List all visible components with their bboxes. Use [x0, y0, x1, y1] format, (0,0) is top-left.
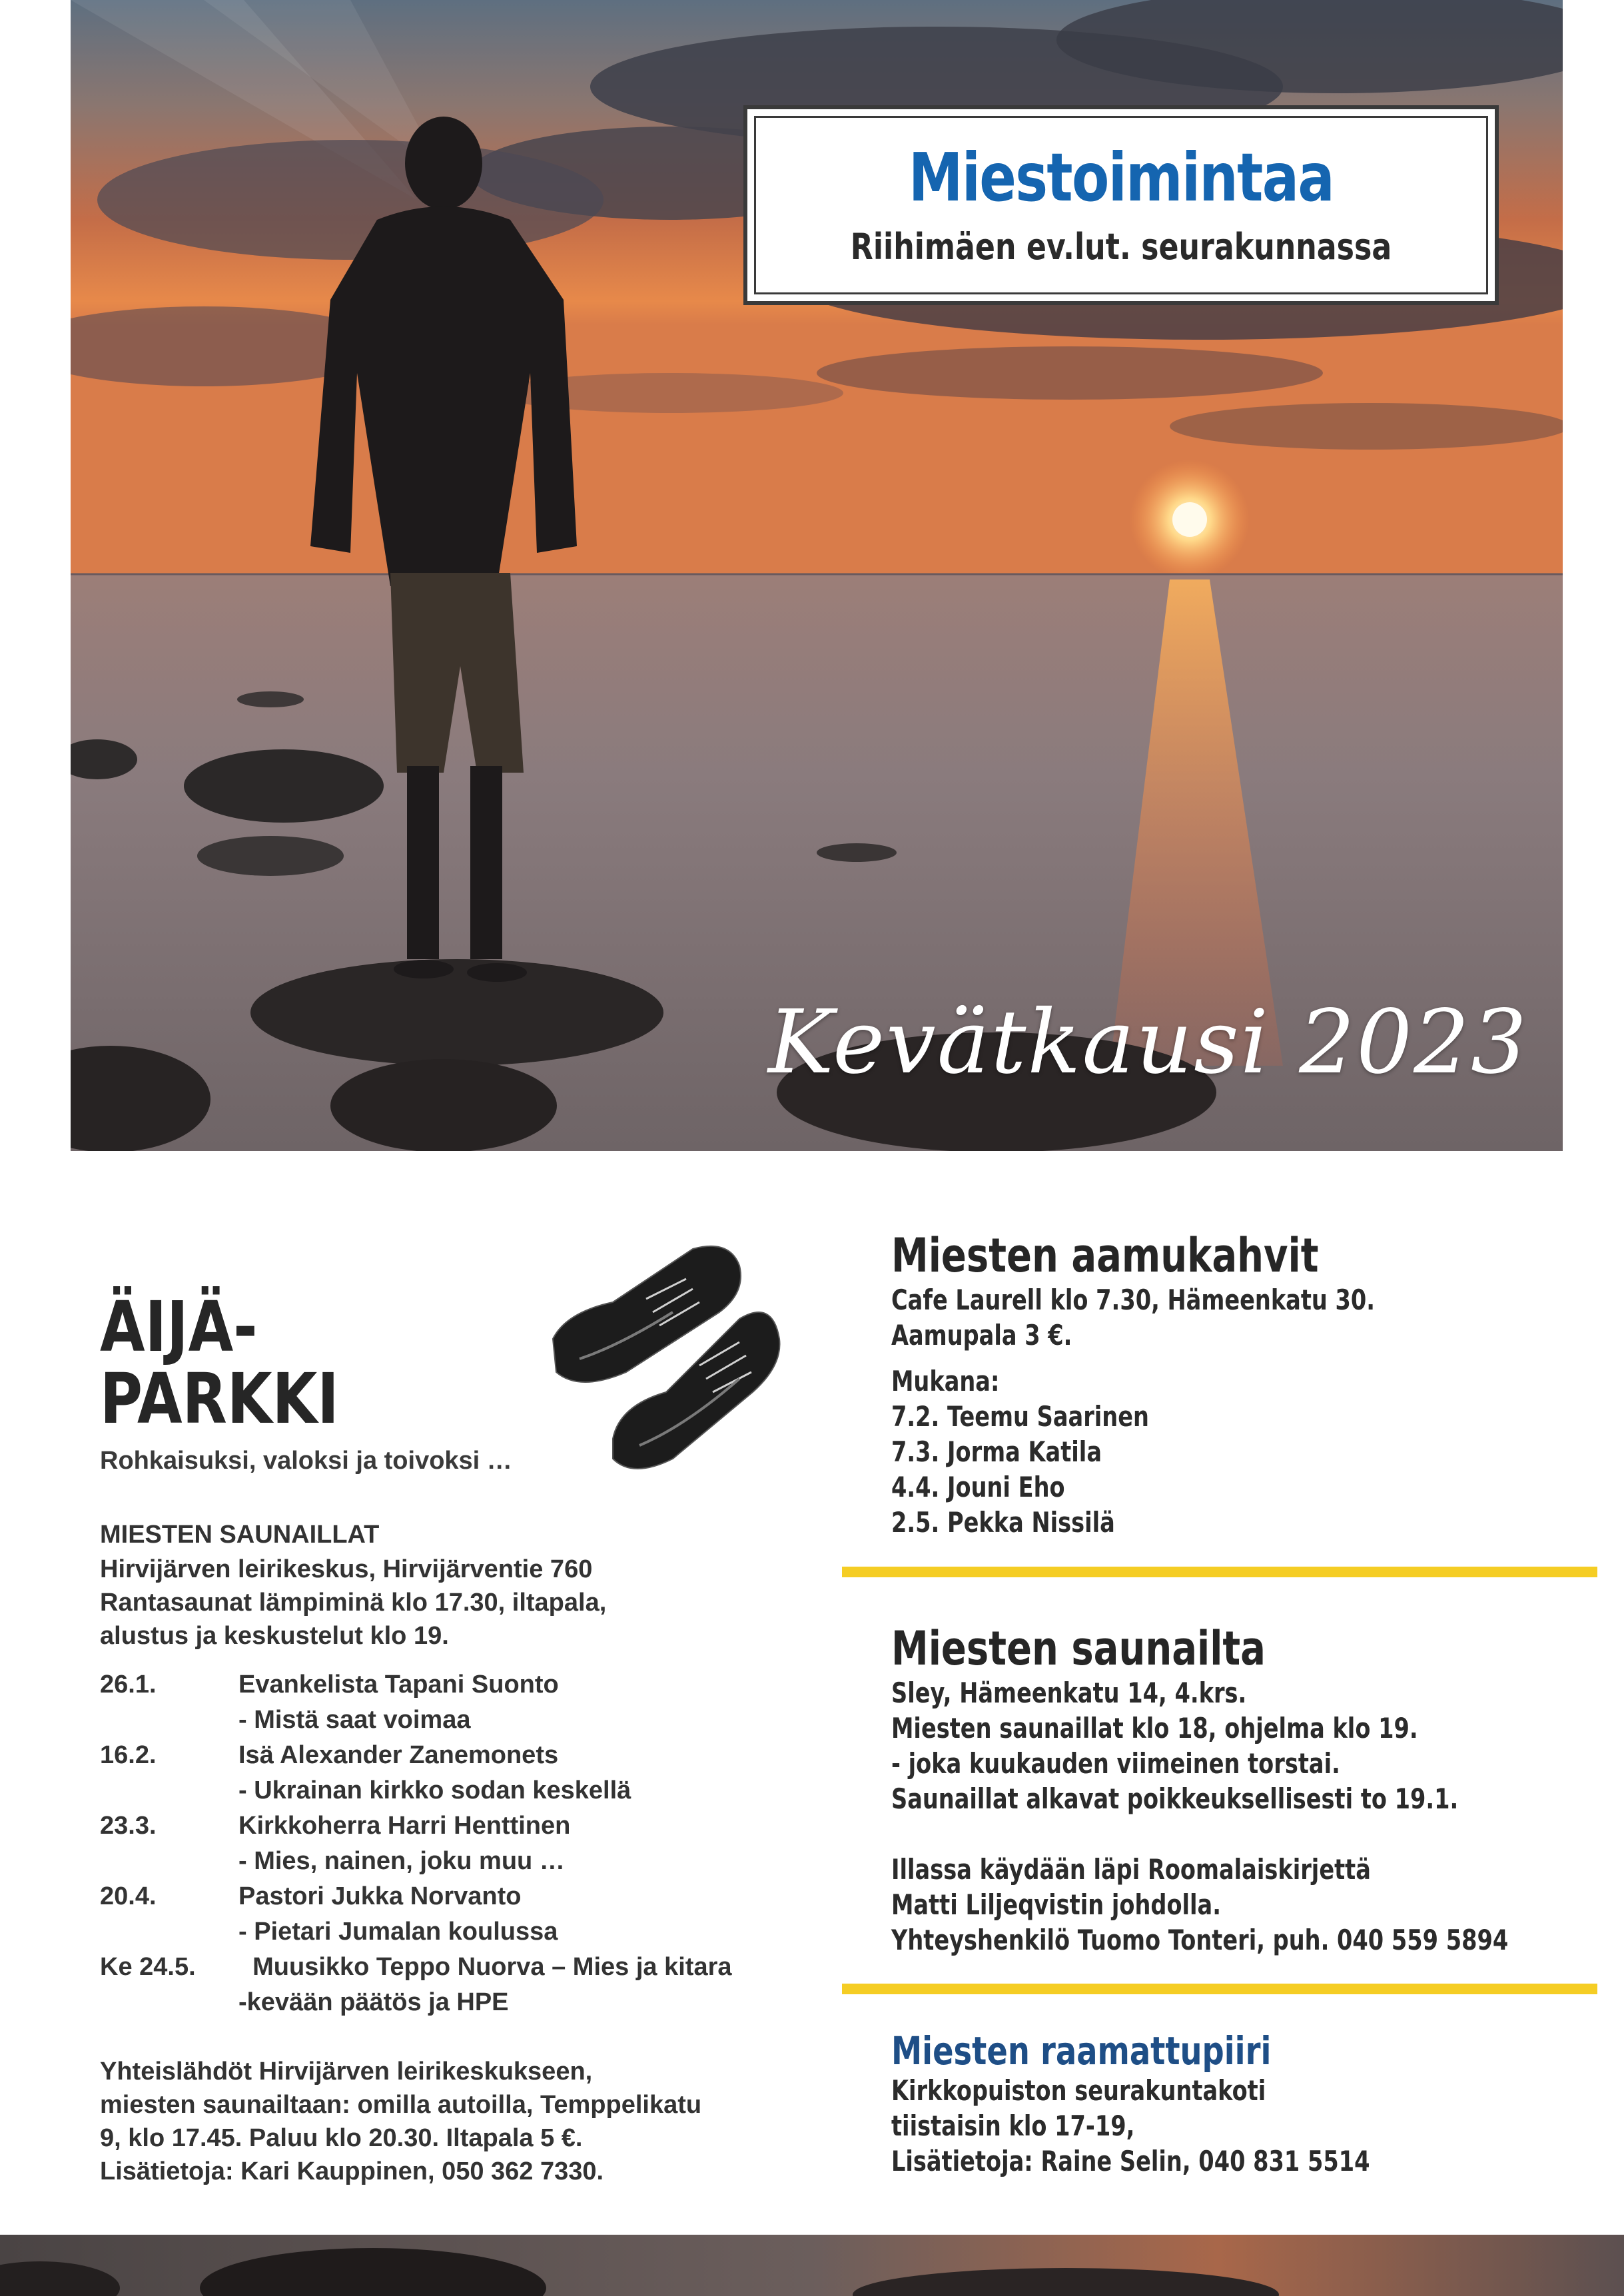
- yellow-divider: [842, 1984, 1597, 1994]
- event-topic: -kevään päätös ja HPE: [238, 1988, 509, 2016]
- guests-label: Mukana:: [891, 1365, 1000, 1397]
- saunailta-line: Saunaillat alkavat poikkeuksellisesti to 19.1.: [891, 1782, 1459, 1815]
- event-speaker: Evankelista Tapani Suonto: [238, 1671, 559, 1699]
- saunailta-section: [891, 1622, 1557, 1958]
- event-topic: - Mies, nainen, joku muu …: [238, 1847, 565, 1875]
- event-topic: - Ukrainan kirkko sodan keskellä: [238, 1776, 631, 1804]
- raamattupiiri-line: Kirkkopuiston seurakuntakoti: [891, 2074, 1266, 2107]
- aamukahvit-line: Cafe Laurell klo 7.30, Hämeenkatu 30.: [891, 1284, 1376, 1316]
- saunailta-line: Matti Liljeqvistin johdolla.: [891, 1888, 1221, 1921]
- shoes-icon: [540, 1239, 786, 1479]
- guest-item: 7.3. Jorma Katila: [891, 1435, 1102, 1468]
- title-box: [743, 105, 1499, 305]
- saunailta-line: Miesten saunaillat klo 18, ohjelma klo 19.: [891, 1712, 1418, 1744]
- intro-line: Rantasaunat lämpiminä klo 17.30, iltapala,: [100, 1589, 607, 1617]
- event-list: [100, 1667, 799, 2020]
- event-topic-row: [100, 1773, 799, 1808]
- aijaparkki-title: [100, 1286, 413, 1439]
- event-date: 26.1.: [100, 1671, 157, 1699]
- saunaillat-heading: MIESTEN SAUNAILLAT: [100, 1521, 380, 1549]
- event-topic-row: [100, 1703, 799, 1738]
- event-speaker: Isä Alexander Zanemonets: [238, 1741, 559, 1769]
- event-row: [100, 1808, 799, 1844]
- saunailta-line: Illassa käydään läpi Roomalaiskirjettä: [891, 1853, 1371, 1886]
- event-topic: - Pietari Jumalan koulussa: [238, 1918, 558, 1946]
- event-date: 23.3.: [100, 1812, 157, 1840]
- page-subtitle: Riihimäen ev.lut. seurakunnassa: [850, 226, 1392, 268]
- event-topic-row: [100, 1844, 799, 1879]
- event-row: [100, 1879, 799, 1914]
- footer-line: Yhteislähdöt Hirvijärven leirikeskukseen,: [100, 2058, 593, 2086]
- guest-item: 2.5. Pekka Nissilä: [891, 1506, 1115, 1539]
- aijaparkki-title-line1: ÄIJÄ-: [100, 1286, 258, 1367]
- raamattupiiri-line: tiistaisin klo 17-19,: [891, 2109, 1135, 2142]
- aamukahvit-line: Aamupala 3 €.: [891, 1319, 1072, 1351]
- aamukahvit-section: [891, 1229, 1557, 1540]
- aijaparkki-footer: [100, 2055, 701, 2188]
- event-speaker: Muusikko Teppo Nuorva – Mies ja kitara: [238, 1953, 732, 1981]
- footer-line: Lisätietoja: Kari Kauppinen, 050 362 7330.: [100, 2157, 604, 2185]
- saunailta-line: - joka kuukauden viimeinen torstai.: [891, 1747, 1340, 1780]
- event-date: Ke 24.5.: [100, 1953, 196, 1981]
- event-topic-row: [100, 1985, 799, 2020]
- event-row: [100, 1950, 799, 1985]
- event-speaker: Kirkkoherra Harri Henttinen: [238, 1812, 571, 1840]
- raamattupiiri-line: Lisätietoja: Raine Selin, 040 831 5514: [891, 2145, 1370, 2177]
- event-date: 16.2.: [100, 1741, 157, 1769]
- bottom-photo-strip: [0, 2235, 1624, 2296]
- event-date: 20.4.: [100, 1882, 157, 1910]
- guest-item: 7.2. Teemu Saarinen: [891, 1400, 1149, 1433]
- saunaillat-intro: [100, 1553, 606, 1653]
- event-topic-row: [100, 1914, 799, 1950]
- intro-line: Hirvijärven leirikeskus, Hirvijärventie 760: [100, 1555, 593, 1583]
- guest-item: 4.4. Jouni Eho: [891, 1471, 1065, 1503]
- page-title: Miestoimintaa: [908, 139, 1334, 216]
- event-speaker: Pastori Jukka Norvanto: [238, 1882, 522, 1910]
- hero-photo: [71, 0, 1563, 1151]
- aamukahvit-heading: Miesten aamukahvit: [891, 1228, 1319, 1283]
- event-row: [100, 1667, 799, 1703]
- aijaparkki-tagline: Rohkaisuksi, valoksi ja toivoksi …: [100, 1447, 512, 1475]
- yellow-divider: [842, 1567, 1597, 1577]
- saunailta-line: Yhteyshenkilö Tuomo Tonteri, puh. 040 559 5894: [891, 1924, 1509, 1956]
- bottom-photo: [0, 2235, 1624, 2296]
- saunailta-heading: Miesten saunailta: [891, 1621, 1266, 1676]
- saunailta-line: Sley, Hämeenkatu 14, 4.krs.: [891, 1677, 1247, 1709]
- footer-line: miesten saunailtaan: omilla autoilla, Temppelikatu: [100, 2091, 702, 2119]
- raamattupiiri-heading: Miesten raamattupiiri: [891, 2028, 1272, 2074]
- intro-line: alustus ja keskustelut klo 19.: [100, 1622, 449, 1650]
- event-topic: - Mistä saat voimaa: [238, 1706, 471, 1734]
- event-row: [100, 1738, 799, 1773]
- footer-line: 9, klo 17.45. Paluu klo 20.30. Iltapala 5 €.: [100, 2124, 583, 2152]
- raamattupiiri-section: [891, 2029, 1557, 2179]
- aijaparkki-title-line2: PARKKI: [100, 1358, 339, 1439]
- season-title: Kevätkausi 2023: [767, 991, 1528, 1094]
